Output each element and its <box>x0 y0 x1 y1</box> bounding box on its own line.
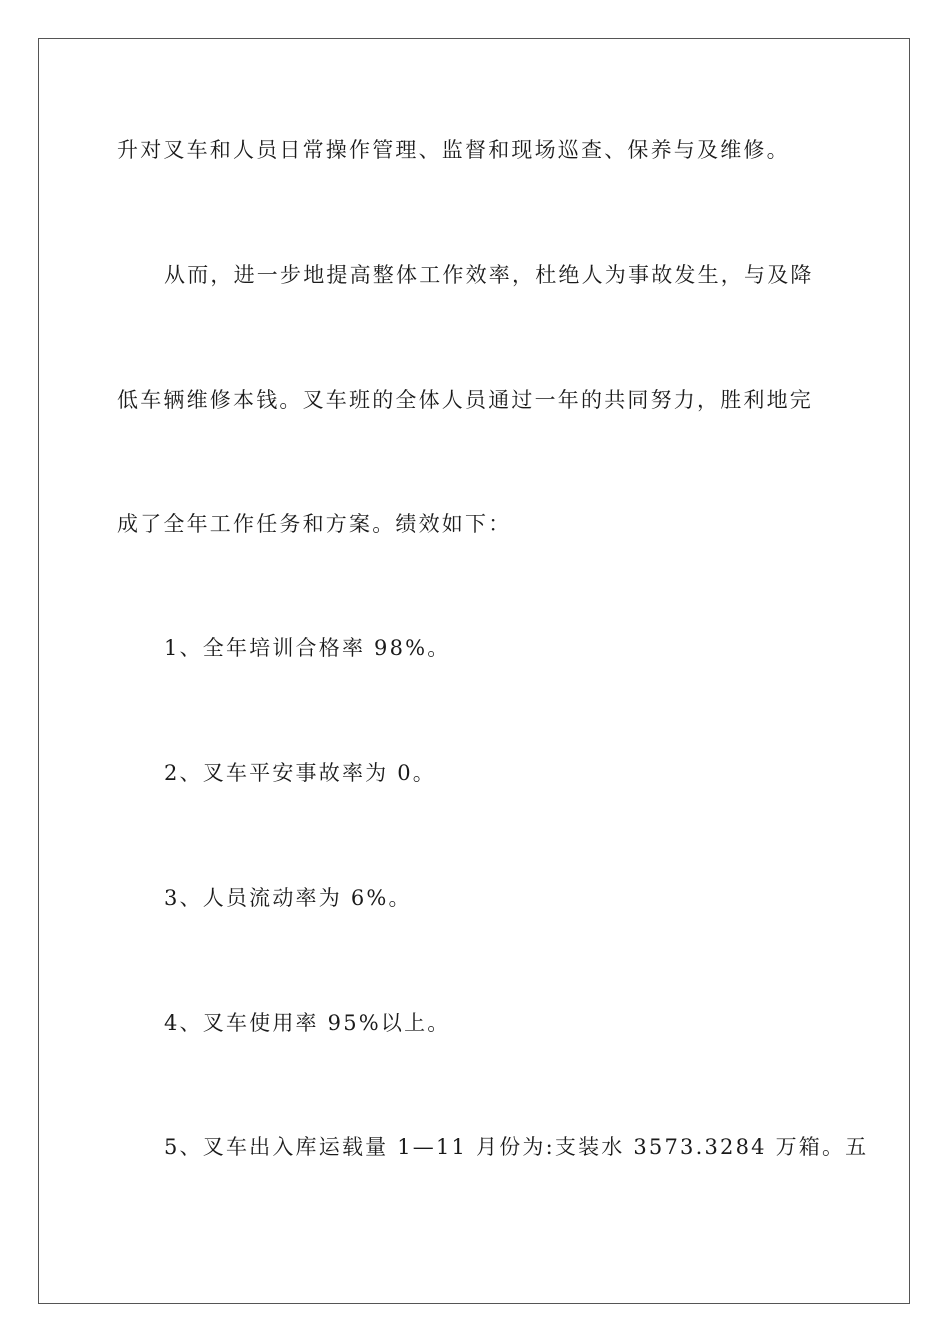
page-border <box>38 38 910 1304</box>
list-item-2: 2、叉车平安事故率为 0。 <box>164 761 436 785</box>
list-item-1: 1、全年培训合格率 98%。 <box>164 636 451 660</box>
list-item-5: 5、叉车出入库运载量 1—11 月份为:支装水 3573.3284 万箱。五 <box>164 1135 869 1159</box>
list-item-4: 4、叉车使用率 95%以上。 <box>164 1011 451 1035</box>
body-text-line-4: 成了全年工作任务和方案。绩效如下： <box>117 512 512 536</box>
body-text-line-3: 低车辆维修本钱。叉车班的全体人员通过一年的共同努力，胜利地完 <box>117 388 813 412</box>
body-text-line-1: 升对叉车和人员日常操作管理、监督和现场巡查、保养与及维修。 <box>117 138 790 162</box>
list-item-3: 3、人员流动率为 6%。 <box>164 886 412 910</box>
body-text-line-2: 从而，进一步地提高整体工作效率，杜绝人为事故发生，与及降 <box>164 263 814 287</box>
